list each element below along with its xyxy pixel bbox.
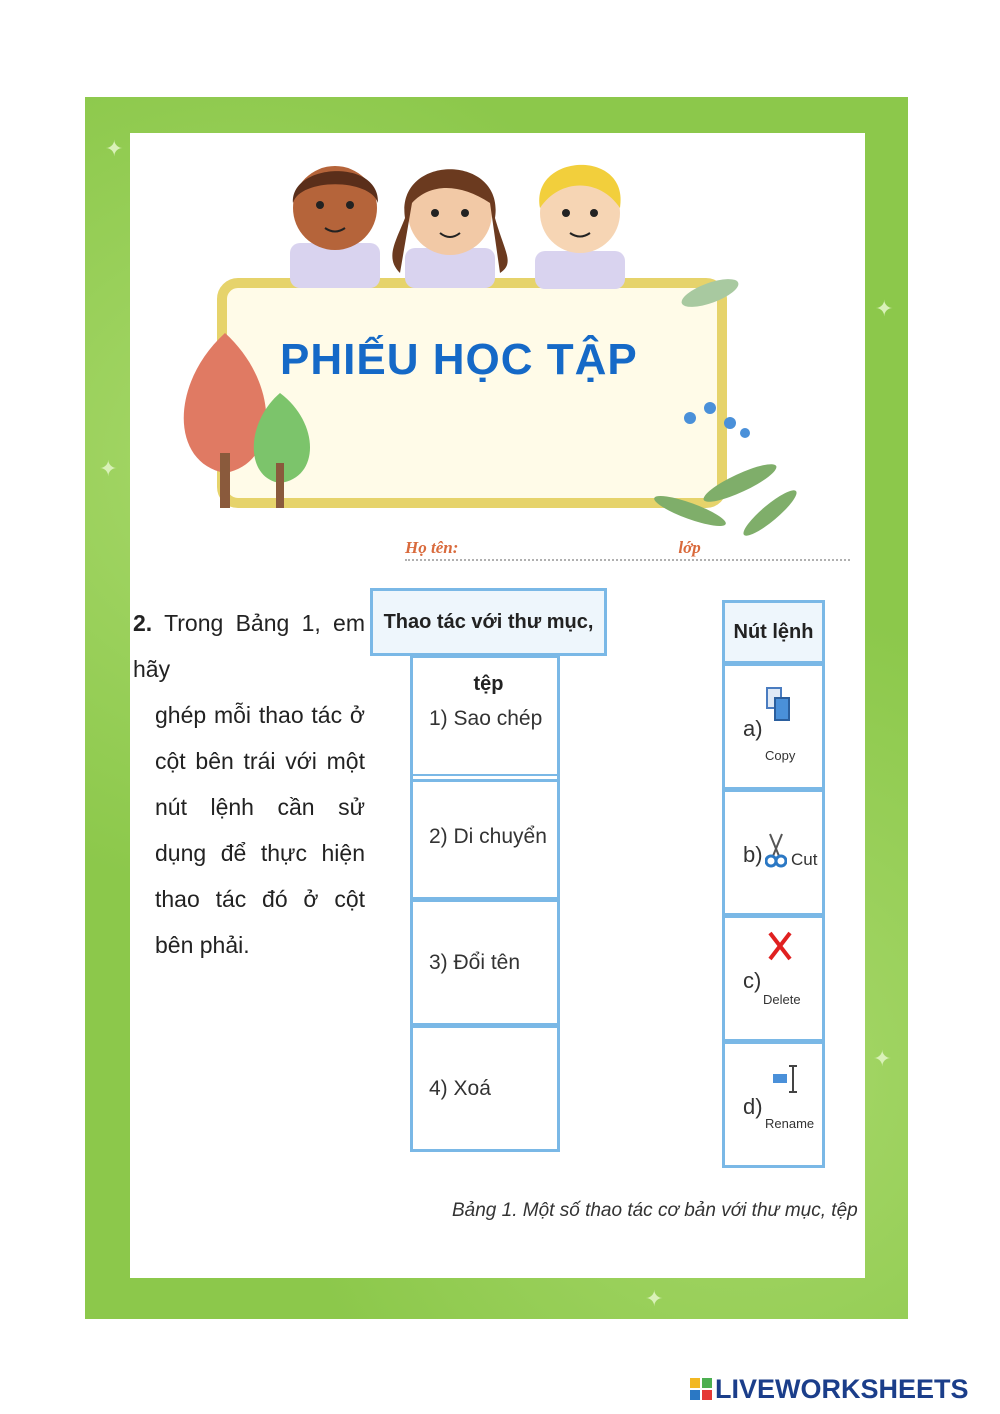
student-name-line (405, 535, 850, 561)
command-caption: Cut (791, 850, 818, 869)
operation-row[interactable]: 1) Sao chép (410, 656, 560, 782)
operation-row[interactable]: 2) Di chuyển (410, 774, 560, 900)
command-letter: a) (743, 716, 763, 741)
page-title: PHIẾU HỌC TẬP (280, 335, 638, 384)
operations-table-header: Thao tác với thư mục, tệp (370, 588, 607, 656)
brand-text: LIVEWORKSHEETS (715, 1374, 969, 1404)
command-row-rename[interactable] (722, 1042, 825, 1168)
name-label: Họ tên: (405, 538, 459, 557)
liveworksheets-logo (690, 1374, 990, 1404)
copy-icon (765, 686, 793, 726)
commands-table-header: Nút lệnh (722, 600, 825, 664)
operation-row[interactable]: 3) Đổi tên (410, 900, 560, 1026)
command-caption: Delete (763, 992, 801, 1007)
scissors-icon (765, 832, 787, 868)
sparkle-icon: ✦ (873, 1047, 892, 1072)
command-letter: c) (743, 968, 762, 993)
question-text-rest: ghép mỗi thao tác ở cột bên trái với một nút lệnh cần sử dụng để thực hiện thao tác đó ở cột bên phải. (155, 702, 365, 958)
operation-row[interactable]: 4) Xoá (410, 1026, 560, 1152)
question-number: 2. (133, 610, 153, 636)
sparkle-icon: ✦ (875, 297, 894, 322)
rename-icon (771, 1062, 801, 1096)
command-letter: b) (743, 842, 763, 867)
command-caption: Rename (765, 1116, 815, 1131)
delete-x-icon (767, 930, 793, 962)
command-caption: Copy (765, 748, 796, 763)
children-illustration (290, 165, 625, 289)
class-label: lớp (678, 538, 701, 557)
command-row-delete[interactable] (722, 916, 825, 1042)
sparkle-icon: ✦ (105, 137, 124, 162)
sparkle-icon: ✦ (99, 457, 118, 482)
table-caption: Bảng 1. Một số thao tác cơ bản với thư mục, tệp (452, 1200, 858, 1221)
liveworksheets-logo-icon (690, 1378, 712, 1400)
question-text-first: Trong Bảng 1, em hãy (133, 610, 365, 682)
sparkle-icon: ✦ (645, 1287, 664, 1312)
question-text (133, 600, 365, 968)
command-row-copy[interactable] (722, 664, 825, 790)
command-letter: d) (743, 1094, 763, 1119)
command-row-cut[interactable] (722, 790, 825, 916)
